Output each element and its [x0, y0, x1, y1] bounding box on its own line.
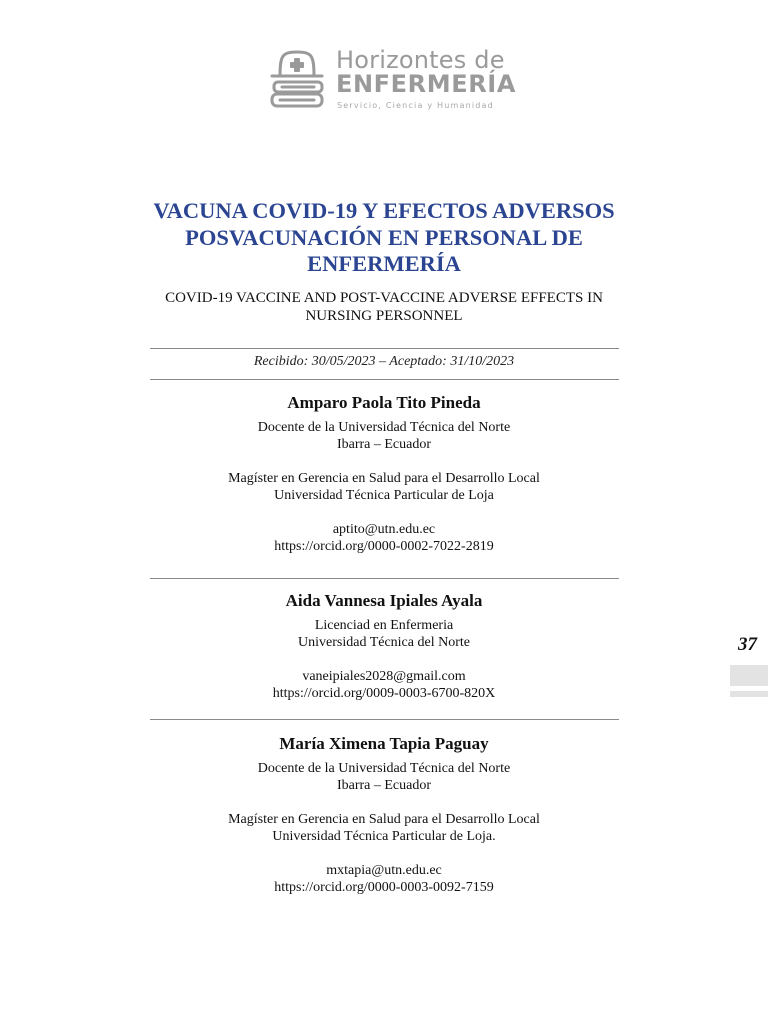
- article-subtitle: COVID-19 VACCINE AND POST-VACCINE ADVERSE EFFECTS IN NURSING PERSONNEL: [165, 290, 603, 324]
- author-block: [150, 393, 618, 555]
- author-degree: Magíster en Gerencia en Salud para el Desarrollo Local: [228, 471, 540, 486]
- logo-tagline: Servicio, Ciencia y Humanidad: [337, 101, 494, 110]
- page-edge-tab: [730, 665, 768, 686]
- author-location: Ibarra – Ecuador: [336, 437, 432, 452]
- received-accepted-dates: Recibido: 30/05/2023 – Aceptado: 31/10/2023: [253, 354, 515, 369]
- page-number: 37: [738, 634, 757, 655]
- author-university: Universidad Técnica Particular de Loja.: [272, 829, 496, 844]
- author-name: Aida Vannesa Ipiales Ayala: [285, 591, 483, 610]
- divider: [150, 578, 619, 579]
- divider: [150, 348, 619, 349]
- author-degree: Licenciad en Enfermeria: [314, 618, 454, 633]
- nurse-cap-books-icon: [268, 46, 328, 112]
- divider: [150, 379, 619, 380]
- author-affiliation: Docente de la Universidad Técnica del Norte: [257, 420, 511, 435]
- author-university: Universidad Técnica Particular de Loja: [274, 488, 494, 503]
- author-degree: Magíster en Gerencia en Salud para el Desarrollo Local: [228, 812, 540, 827]
- author-orcid-link[interactable]: https://orcid.org/0009-0003-6700-820X: [272, 686, 496, 701]
- journal-logo: [268, 46, 517, 114]
- article-title: VACUNA COVID-19 Y EFECTOS ADVERSOS POSVACUNACIÓN EN PERSONAL DE ENFERMERÍA: [153, 198, 615, 276]
- author-block: [150, 734, 618, 896]
- author-location: Ibarra – Ecuador: [336, 778, 432, 793]
- page-edge-tab-strip: [730, 691, 768, 697]
- author-name: María Ximena Tapia Paguay: [279, 734, 489, 753]
- author-email[interactable]: aptito@utn.edu.ec: [332, 522, 436, 537]
- author-university: Universidad Técnica del Norte: [298, 635, 470, 650]
- divider: [150, 719, 619, 720]
- author-name: Amparo Paola Tito Pineda: [287, 393, 481, 412]
- author-orcid-link[interactable]: https://orcid.org/0000-0003-0092-7159: [274, 880, 494, 895]
- author-email[interactable]: mxtapia@utn.edu.ec: [326, 863, 442, 878]
- logo-title-line1: Horizontes de: [336, 46, 505, 74]
- author-affiliation: Docente de la Universidad Técnica del Norte: [257, 761, 511, 776]
- author-block: [150, 591, 618, 702]
- author-email[interactable]: vaneipiales2028@gmail.com: [302, 669, 466, 684]
- logo-title-line2: ENFERMERÍA: [336, 70, 517, 98]
- author-orcid-link[interactable]: https://orcid.org/0000-0002-7022-2819: [274, 539, 494, 554]
